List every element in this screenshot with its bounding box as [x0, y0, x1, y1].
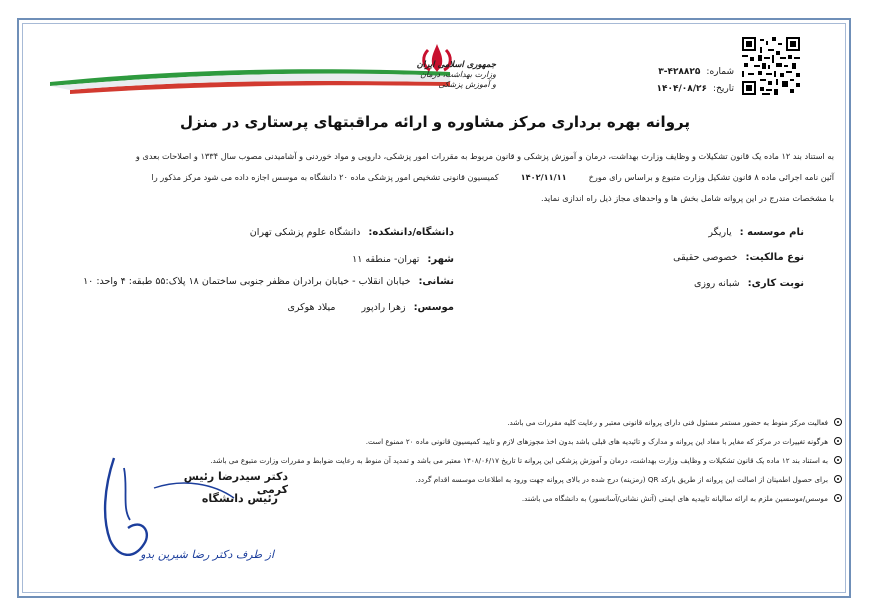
shift-field: نوبت کاری:شبانه روزی: [693, 278, 804, 289]
vote-date: ۱۴۰۲/۱۱/۱۱: [520, 172, 567, 182]
intro-line-3: با مشخصات مندرج در این پروانه شامل بخش ها و واحدهای مجاز ذیل راه اندازی نماید.: [540, 193, 834, 203]
license-title: پروانه بهره برداری مرکز مشاوره و ارائه مراقبتهای پرستاری در منزل: [180, 113, 690, 131]
signatory-role: رئیس دانشگاه: [201, 492, 278, 505]
flag-ribbon: [50, 60, 450, 100]
address-field: نشانی:خیابان انقلاب - خیابان برادران مظفر جنوبی ساختمان ۱۸ پلاک:۵۵ طبقه: ۴ واحد: ۱۰: [83, 276, 454, 287]
list-item: به استناد بند ۱۲ ماده یک قانون تشکیلات و وظایف وزارت بهداشت، درمان و آموزش پزشکی این پروانه تا تاریخ ۱۴۰۸/۰۶/۱۷ معتبر می باشد و تمدید آن منوط به رعایت ضوابط و مقررات وزارت متبوع می باشد.: [130, 454, 842, 467]
bullet-icon: [834, 475, 842, 483]
qr-code-icon[interactable]: [742, 37, 800, 95]
city-field: شهر:تهران- منطقه ۱۱: [352, 254, 454, 265]
signatory-name: دکتر سیدرضا رئیس کرمی: [183, 470, 288, 496]
bullet-icon: [834, 494, 842, 502]
number-row: [652, 64, 734, 81]
signature-caption: از طرف دکتر رضا شیرین بدو: [140, 548, 274, 561]
date-row: [652, 81, 734, 98]
university-field: دانشگاه/دانشکده:دانشگاه علوم پزشکی تهران: [249, 227, 454, 238]
intro-line-2: آئین نامه اجرائی ماده ۸ قانون تشکیل وزارت متبوع و براساس رای مورخ۱۴۰۲/۱۱/۱۱کمیسیون قانونی تشخیص امور پزشکی ماده ۲۰ دانشگاه به موسس اجازه داده می شود مرکز مذکور را: [151, 172, 834, 182]
number-label: شماره:: [706, 67, 734, 77]
date-value: ۱۴۰۴/۰۸/۲۶: [656, 84, 708, 94]
letter-meta: [652, 64, 734, 98]
bullet-icon: [834, 437, 842, 445]
date-label: تاریخ:: [713, 84, 734, 94]
intro-line-1: به استناد بند ۱۲ ماده یک قانون تشکیلات و وظایف وزارت بهداشت، درمان و آموزش پزشکی و قانون مربوط به مقررات امور پزشکی، دارویی و مواد خوردنی و آشامیدنی مصوب سال ۱۳۳۴ و اصلاحات بعدی و: [135, 151, 834, 161]
number-value: ۳-۴۲۸۸۲۵: [658, 67, 701, 77]
list-item: موسس/موسسین ملزم به ارائه سالیانه تاییدیه های ایمنی (آتش نشانی/آسانسور) به دانشگاه می باشند.: [130, 492, 842, 505]
bullet-icon: [834, 418, 842, 426]
intro-paragraph: [34, 146, 834, 209]
ministry-line-1: جمهوری اسلامی ایران: [416, 60, 496, 70]
ministry-header: [416, 60, 496, 90]
list-item: فعالیت مرکز منوط به حضور مستمر مسئول فنی دارای پروانه قانونی معتبر و رعایت کلیه مقررات می باشد.: [130, 416, 842, 429]
list-item: برای حصول اطمینان از اصالت این پروانه از طریق بارکد QR (رمزینه) درج شده در بالای پروانه جهت ورود به اطلاعات موسسه اقدام گردد.: [130, 473, 842, 486]
list-item: هرگونه تغییرات در مرکز که مغایر با مفاد این پروانه و مدارک و تائیدیه های قبلی باشد بدون اخذ مجوزهای لازم و تایید کمیسیون قانونی ماده ۲۰ ممنوع است.: [130, 435, 842, 448]
bullet-icon: [834, 456, 842, 464]
founder-field: موسس:زهرا رادپورمیلاد هوکری: [287, 302, 454, 313]
institution-name-field: نام موسسه :یاریگر: [708, 227, 804, 238]
ownership-field: نوع مالکیت:خصوصی حقیقی: [673, 252, 804, 263]
ministry-line-2: وزارت بهداشت، درمان و آموزش پزشکی: [420, 70, 496, 89]
